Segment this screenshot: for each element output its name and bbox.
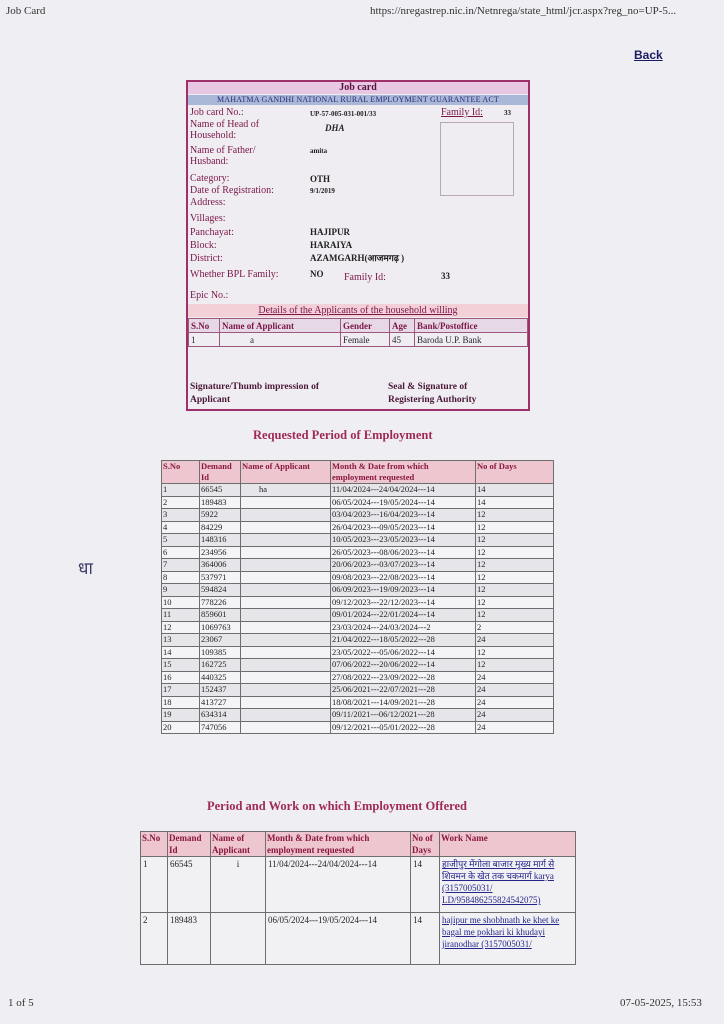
col-bank: Bank/Postoffice: [415, 319, 528, 333]
req-cell-sno: 2: [162, 496, 200, 509]
requested-heading: Requested Period of Employment: [253, 428, 433, 442]
req-cell-period: 07/06/2022---20/06/2022---14: [331, 659, 476, 672]
table-row: [162, 596, 554, 609]
applicant-bank: Baroda U.P. Bank: [415, 333, 528, 347]
req-cell-id: 109385: [200, 646, 241, 659]
req-cell-name: [241, 584, 331, 597]
table-row: [162, 571, 554, 584]
req-cell-period: 25/06/2021---22/07/2021---28: [331, 684, 476, 697]
print-title: Job Card: [6, 5, 46, 17]
req-cell-id: 66545: [200, 484, 241, 497]
off-col-name: Name of Applicant: [211, 832, 266, 857]
off-name: [211, 913, 266, 965]
req-cell-id: 413727: [200, 696, 241, 709]
table-row: [162, 559, 554, 572]
page-number: 1 of 5: [8, 997, 34, 1009]
req-cell-days: 24: [476, 709, 554, 722]
req-cell-id: 84229: [200, 521, 241, 534]
print-url: https://nregastrep.nic.in/Netnrega/state_html/jcr.aspx?reg_no=UP-5...: [370, 5, 677, 17]
req-cell-period: 09/12/2021---05/01/2022---28: [331, 721, 476, 734]
req-cell-id: 148316: [200, 534, 241, 547]
req-cell-sno: 8: [162, 571, 200, 584]
category-label: Category:: [190, 173, 230, 184]
category-value: OTH: [310, 174, 331, 184]
table-row: [162, 496, 554, 509]
req-cell-sno: 3: [162, 509, 200, 522]
req-cell-period: 23/03/2024---24/03/2024---2: [331, 621, 476, 634]
off-work-link[interactable]: hajipur me shobhnath ke khet ke bagal me pokhari ki khudayi jiranodhar (3157005031/: [440, 913, 576, 965]
req-cell-days: 24: [476, 721, 554, 734]
bpl-value: NO: [310, 269, 324, 279]
req-cell-sno: 11: [162, 609, 200, 622]
off-period: 11/04/2024---24/04/2024---14: [266, 857, 411, 913]
req-cell-sno: 14: [162, 646, 200, 659]
req-cell-sno: 15: [162, 659, 200, 672]
req-cell-days: 14: [476, 496, 554, 509]
req-cell-sno: 1: [162, 484, 200, 497]
table-row: [162, 684, 554, 697]
req-cell-period: 09/11/2021---06/12/2021---28: [331, 709, 476, 722]
req-cell-name: [241, 609, 331, 622]
req-col-days: No of Days: [476, 461, 554, 484]
off-days: 14: [411, 913, 440, 965]
table-row: [162, 721, 554, 734]
req-cell-id: 747056: [200, 721, 241, 734]
table-row: [162, 546, 554, 559]
req-cell-period: 10/05/2023---23/05/2023---14: [331, 534, 476, 547]
req-cell-id: 594824: [200, 584, 241, 597]
req-cell-period: 06/05/2024---19/05/2024---14: [331, 496, 476, 509]
applicants-table: [188, 318, 528, 347]
job-card: [186, 80, 530, 411]
req-cell-name: [241, 671, 331, 684]
req-cell-id: 537971: [200, 571, 241, 584]
req-cell-days: 24: [476, 696, 554, 709]
offered-row: [141, 913, 576, 965]
req-cell-days: 12: [476, 534, 554, 547]
off-col-work: Work Name: [440, 832, 576, 857]
req-cell-period: 23/05/2022---05/06/2022---14: [331, 646, 476, 659]
district-label: District:: [190, 253, 223, 264]
table-row: [162, 634, 554, 647]
col-gender: Gender: [341, 319, 390, 333]
req-cell-days: 12: [476, 546, 554, 559]
req-cell-name: [241, 621, 331, 634]
req-cell-days: 24: [476, 671, 554, 684]
applicant-sno: 1: [189, 333, 220, 347]
off-col-sno: S.No: [141, 832, 168, 857]
req-cell-days: 12: [476, 596, 554, 609]
off-work-link[interactable]: हाजीपुर मेंगोला बाजार मुख्य मार्ग से शिवमन के खेत तक चकमार्ग karya (3157005031/ LD/958486255824542075): [440, 857, 576, 913]
req-cell-period: 27/08/2022---23/09/2022---28: [331, 671, 476, 684]
req-cell-name: [241, 659, 331, 672]
req-cell-sno: 19: [162, 709, 200, 722]
req-cell-sno: 20: [162, 721, 200, 734]
req-cell-name: [241, 596, 331, 609]
offered-table: [140, 831, 576, 965]
req-cell-days: 24: [476, 684, 554, 697]
req-cell-id: 162725: [200, 659, 241, 672]
req-cell-id: 189483: [200, 496, 241, 509]
block-value: HARAIYA: [310, 240, 353, 250]
off-demand-id: 66545: [168, 857, 211, 913]
req-cell-sno: 9: [162, 584, 200, 597]
applicant-row: [189, 333, 528, 347]
table-row: [162, 534, 554, 547]
off-sno: 1: [141, 857, 168, 913]
off-col-period: Month & Date from which employment requested: [266, 832, 411, 857]
col-name: Name of Applicant: [220, 319, 341, 333]
req-cell-name: [241, 684, 331, 697]
table-row: [162, 646, 554, 659]
off-col-days: No of Days: [411, 832, 440, 857]
req-cell-sno: 5: [162, 534, 200, 547]
district-value: AZAMGARH(आजमगढ़ ): [310, 253, 405, 263]
col-age: Age: [390, 319, 415, 333]
job-card-title: Job card: [188, 82, 528, 94]
job-card-no-value: UP-57-005-031-001/33: [310, 110, 377, 118]
req-cell-sno: 6: [162, 546, 200, 559]
req-cell-sno: 13: [162, 634, 200, 647]
req-cell-id: 5922: [200, 509, 241, 522]
family-id-label-top: Family Id:: [441, 107, 483, 118]
offered-row: [141, 857, 576, 913]
applicant-age: 45: [390, 333, 415, 347]
req-cell-period: 09/01/2024---22/01/2024---14: [331, 609, 476, 622]
father-value: amita: [310, 147, 328, 155]
req-cell-id: 364006: [200, 559, 241, 572]
applicant-name: a: [220, 333, 341, 347]
req-cell-period: 26/05/2023---08/06/2023---14: [331, 546, 476, 559]
family-id-label-bottom: Family Id:: [344, 272, 386, 283]
head-label: Name of Head of Household:: [190, 119, 260, 141]
req-cell-days: 24: [476, 634, 554, 647]
block-label: Block:: [190, 240, 217, 251]
job-card-no-label: Job card No.:: [190, 107, 244, 118]
req-cell-days: 12: [476, 559, 554, 572]
off-col-demand-id: Demand Id: [168, 832, 211, 857]
req-cell-days: 12: [476, 659, 554, 672]
req-cell-name: [241, 509, 331, 522]
req-cell-days: 2: [476, 621, 554, 634]
req-cell-days: 12: [476, 509, 554, 522]
panchayat-label: Panchayat:: [190, 227, 234, 238]
req-cell-id: 634314: [200, 709, 241, 722]
req-cell-period: 20/06/2023---03/07/2023---14: [331, 559, 476, 572]
registration-date-label: Date of Registration:: [190, 185, 274, 196]
req-cell-period: 18/08/2021---14/09/2021---28: [331, 696, 476, 709]
req-cell-name: [241, 496, 331, 509]
req-cell-sno: 7: [162, 559, 200, 572]
address-label: Address:: [190, 197, 226, 208]
req-cell-sno: 12: [162, 621, 200, 634]
req-cell-sno: 16: [162, 671, 200, 684]
act-name: MAHATMA GANDHI NATIONAL RURAL EMPLOYMENT GUARANTEE ACT: [188, 95, 528, 105]
req-cell-name: [241, 721, 331, 734]
req-cell-period: 11/04/2024---24/04/2024---14: [331, 484, 476, 497]
req-cell-name: [241, 521, 331, 534]
panchayat-value: HAJIPUR: [310, 227, 350, 237]
table-row: [162, 671, 554, 684]
table-row: [162, 584, 554, 597]
req-cell-sno: 4: [162, 521, 200, 534]
req-cell-name: [241, 559, 331, 572]
req-cell-sno: 18: [162, 696, 200, 709]
req-cell-period: 21/04/2022---18/05/2022---28: [331, 634, 476, 647]
off-sno: 2: [141, 913, 168, 965]
off-demand-id: 189483: [168, 913, 211, 965]
bpl-label: Whether BPL Family:: [190, 269, 279, 280]
villages-label: Villages:: [190, 213, 226, 224]
epic-no-label: Epic No.:: [190, 290, 229, 301]
back-link[interactable]: Back: [634, 48, 663, 62]
table-row: [162, 696, 554, 709]
table-row: [162, 709, 554, 722]
seal-label: Seal & Signature of Registering Authority: [388, 382, 477, 405]
req-cell-id: 234956: [200, 546, 241, 559]
family-id-value-bottom: 33: [441, 271, 450, 281]
table-row: [162, 659, 554, 672]
head-value: DHA: [325, 123, 345, 133]
req-cell-id: 440325: [200, 671, 241, 684]
req-cell-name: [241, 696, 331, 709]
req-cell-name: [241, 634, 331, 647]
off-days: 14: [411, 857, 440, 913]
req-col-demand-id: Demand Id: [200, 461, 241, 484]
applicant-gender: Female: [341, 333, 390, 347]
req-cell-period: 06/09/2023---19/09/2023---14: [331, 584, 476, 597]
father-label: Name of Father/ Husband:: [190, 145, 256, 167]
req-cell-name: [241, 534, 331, 547]
req-cell-name: [241, 571, 331, 584]
req-cell-period: 26/04/2023---09/05/2023---14: [331, 521, 476, 534]
signature-label: Signature/Thumb impression of Applicant: [190, 382, 319, 405]
req-col-name: Name of Applicant: [241, 461, 331, 484]
req-cell-days: 12: [476, 584, 554, 597]
table-row: [162, 609, 554, 622]
handwritten-note: धा: [78, 559, 93, 579]
family-id-value-top: 33: [504, 109, 511, 117]
off-name: i: [211, 857, 266, 913]
col-sno: S.No: [189, 319, 220, 333]
off-period: 06/05/2024---19/05/2024---14: [266, 913, 411, 965]
applicants-details-heading: Details of the Applicants of the household willing: [188, 304, 528, 317]
registration-date-value: 9/1/2019: [310, 187, 335, 195]
req-cell-days: 12: [476, 609, 554, 622]
table-row: [162, 621, 554, 634]
req-cell-days: 12: [476, 646, 554, 659]
req-cell-id: 23067: [200, 634, 241, 647]
req-cell-id: 778226: [200, 596, 241, 609]
req-cell-period: 09/08/2023---22/08/2023---14: [331, 571, 476, 584]
req-cell-name: ha: [241, 484, 331, 497]
req-col-period: Month & Date from which employment requested: [331, 461, 476, 484]
req-cell-id: 152437: [200, 684, 241, 697]
req-cell-id: 859601: [200, 609, 241, 622]
photo-box: [440, 122, 514, 196]
req-cell-id: 1069763: [200, 621, 241, 634]
req-cell-name: [241, 709, 331, 722]
req-cell-name: [241, 546, 331, 559]
req-cell-days: 14: [476, 484, 554, 497]
req-cell-name: [241, 646, 331, 659]
req-cell-days: 12: [476, 571, 554, 584]
req-cell-sno: 17: [162, 684, 200, 697]
req-cell-period: 09/12/2023---22/12/2023---14: [331, 596, 476, 609]
req-cell-days: 12: [476, 521, 554, 534]
req-cell-period: 03/04/2023---16/04/2023---14: [331, 509, 476, 522]
offered-heading: Period and Work on which Employment Offered: [207, 799, 467, 813]
req-col-sno: S.No: [162, 461, 200, 484]
table-row: [162, 509, 554, 522]
req-cell-sno: 10: [162, 596, 200, 609]
table-row: [162, 484, 554, 497]
print-datetime: 07-05-2025, 15:53: [620, 997, 702, 1009]
table-row: [162, 521, 554, 534]
requested-table: [161, 460, 554, 734]
